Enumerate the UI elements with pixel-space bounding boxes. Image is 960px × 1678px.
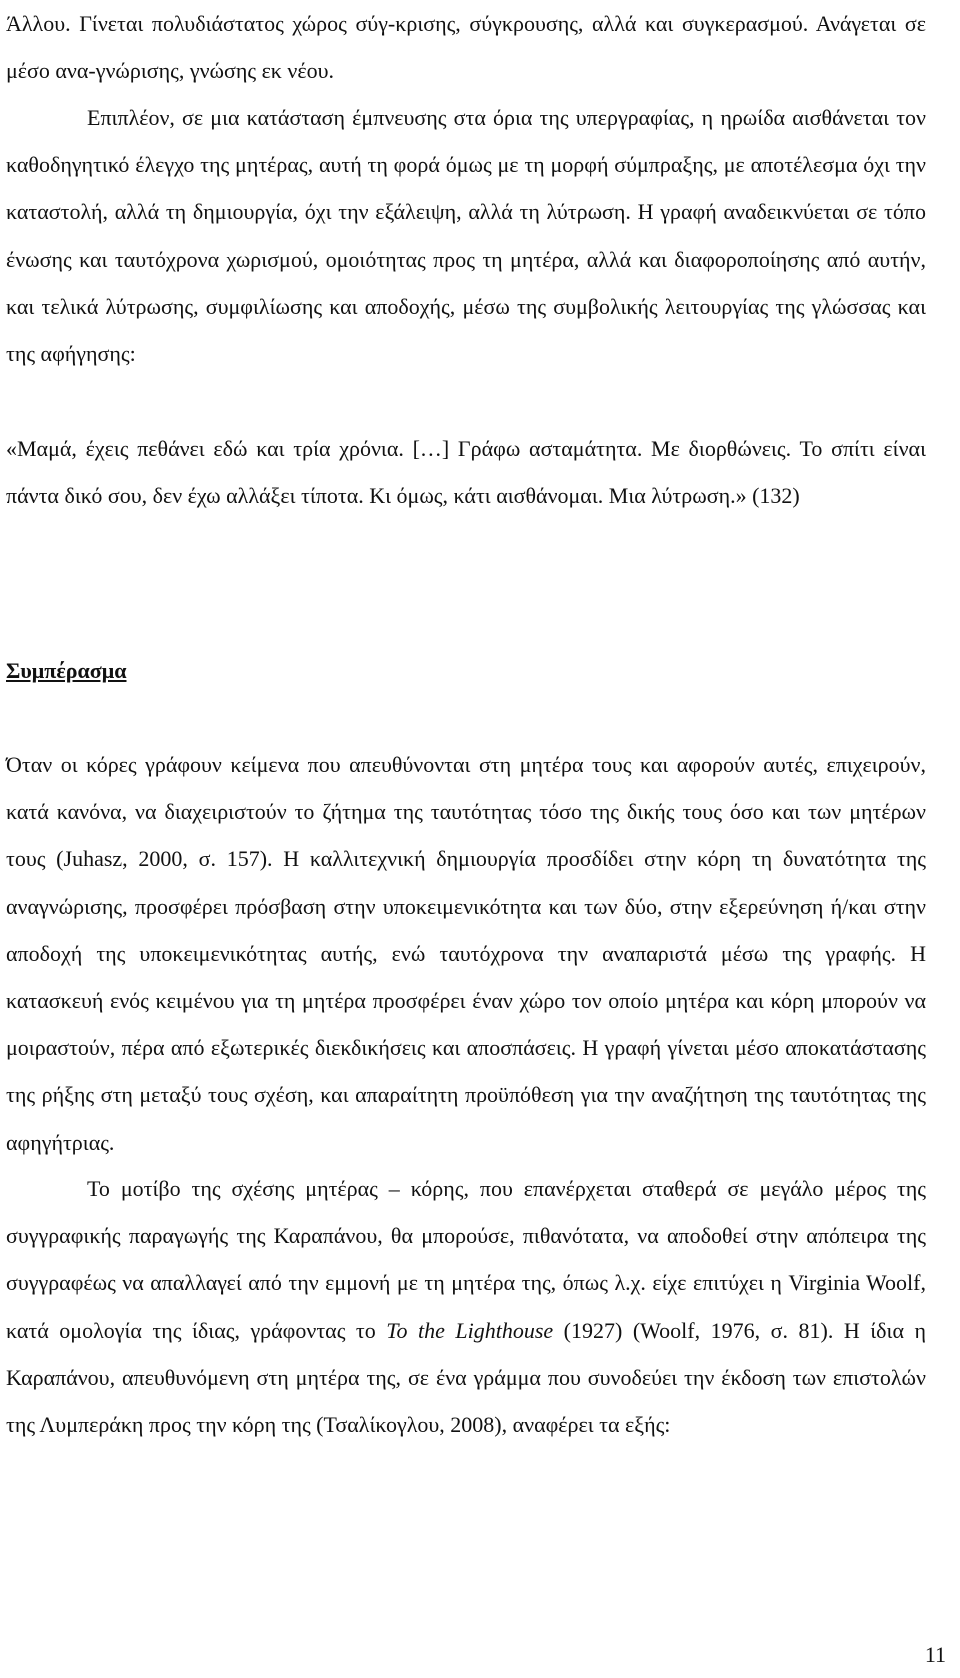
paragraph-motif-part-b: (1927) (Woolf, 1976, σ. 81). Η ίδια η Καραπάνου, απευθυνόμενη στη μητέρα της, σε ένα γράμμα που συνοδεύει την έκδοση των επιστολών της Λυμπεράκη προς την κόρη της (Τσαλίκογλου, 2008), αναφέρει τα εξής: (6, 1317, 926, 1438)
book-title: To the Lighthouse (386, 1317, 554, 1343)
section-heading: Συμπέρασμα (6, 658, 127, 683)
page-number: 11 (924, 1642, 946, 1667)
paragraph-continuation: Άλλου. Γίνεται πολυδιάστατος χώρος σύγ-κρισης, σύγκρουσης, αλλά και συγκερασμού. Ανάγεται σε μέσο ανα-γνώρισης, γνώσης εκ νέου. (6, 11, 926, 84)
paragraph-conclusion: Όταν οι κόρες γράφουν κείμενα που απευθύνονται στη μητέρα τους και αφορούν αυτές, επιχειρούν, κατά κανόνα, να διαχειριστούν το ζήτημα της ταυτότητας τόσο της δικής τους όσο και των μητέρων τους (Juhasz, 2000, σ. 157). Η καλλιτεχνική δημιουργία προσδίδει στην κόρη τη δυνατότητα της αναγνώρισης, προσφέρει πρόσβαση στην υποκειμενικότητα και των δύο, στην εξερεύνηση ή/και στην αποδοχή της υποκειμενικότητας αυτής, ενώ ταυτόχρονα την αναπαριστά μέσω της γραφής. Η κατασκευή ενός κειμένου για τη μητέρα προσφέρει έναν χώρο τον οποίο μητέρα και κόρη μπορούν να μοιραστούν, πέρα από εξωτερικές διεκδικήσεις και αποσπάσεις. Η γραφή γίνεται μέσο αποκατάστασης της ρήξης στη μεταξύ τους σχέση, και απαραίτητη προϋπόθεση για την αναζήτηση της ταυτότητας της αφηγήτριας. (6, 752, 926, 1155)
paragraph-motif-part-a: Το μοτίβο της σχέσης μητέρας – κόρης, που επανέρχεται σταθερά σε μεγάλο μέρος της συγγραφικής παραγωγής της Καραπάνου, θα μπορούσε, πιθανότατα, να αποδοθεί στην απόπειρα της συγγραφέως να απαλλαγεί από την εμμονή με τη μητέρα της, όπως λ.χ. είχε επιτύχει η Virginia Woolf, κατά ομολογία της ίδιας, γράφοντας το (6, 1176, 926, 1343)
paragraph-inspiration-part-a: Επιπλέον, σε μια κατάσταση έμπνευσης στα όρια της υπεργραφίας, η ηρωίδα αισθάνεται τον καθοδηγητικό έλεγχο της μητέρας, αυτή τη φορά όμως με τη μορφή σύμπραξης, με αποτέλεσμα όχι την καταστολή, αλλά τη δημιουργία, όχι την εξάλειψη, αλλά τη λύτρωση. (6, 105, 926, 225)
paragraph-motif (6, 1165, 926, 1448)
paragraph-inspiration (6, 94, 926, 377)
block-quote: «Μαμά, έχεις πεθάνει εδώ και τρία χρόνια. […] Γράφω ασταμάτητα. Με διορθώνεις. Το σπίτι είναι πάντα δικό σου, δεν έχω αλλάξει τίποτα. Κι όμως, κάτι αισθάνομαι. Μια λύτρωση.» (132) (6, 436, 926, 509)
paragraph-inspiration-part-b: Η γραφή αναδεικνύεται σε τόπο ένωσης και ταυτόχρονα χωρισμού, ομοιότητας προς τη μητέρα, αλλά και διαφοροποίησης από αυτήν, και τελικά λύτρωσης, συμφιλίωσης και αποδοχής, μέσω της συμβολικής λειτουργίας της γλώσσας και της αφήγησης: (6, 199, 926, 367)
